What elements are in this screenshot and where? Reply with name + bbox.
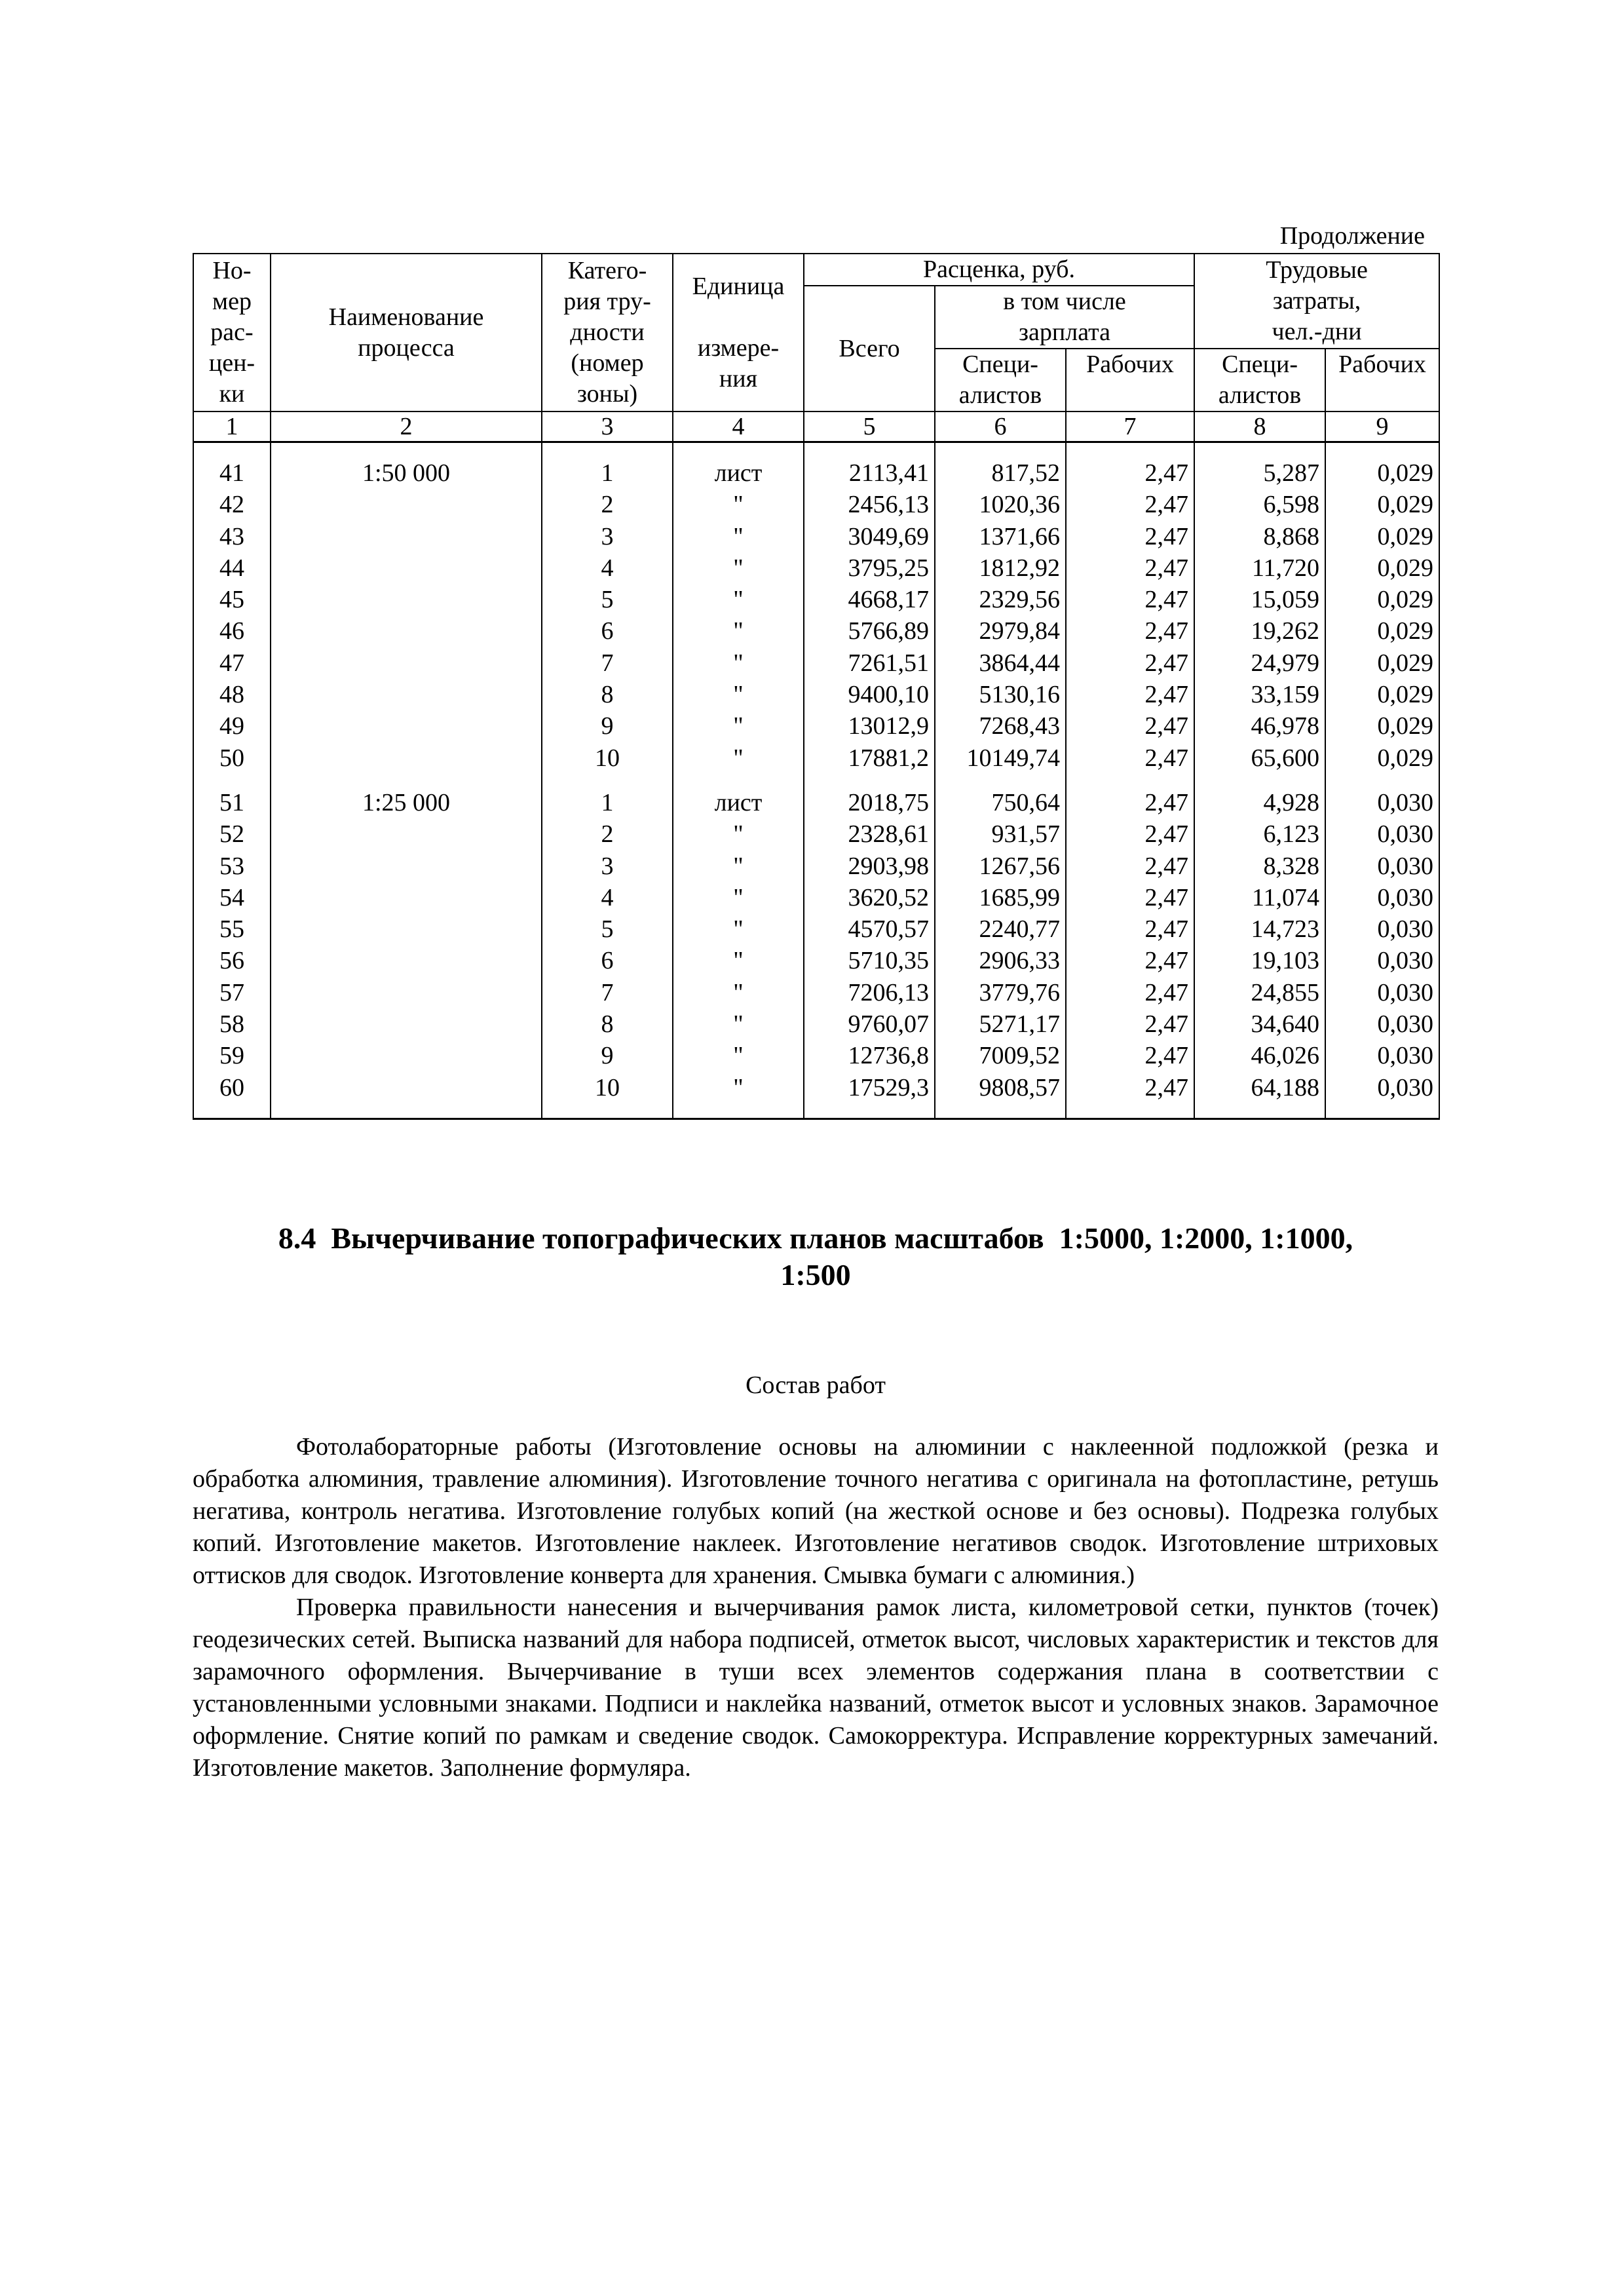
cell-process-name	[271, 584, 542, 615]
cell-specialists-salary: 5271,17	[935, 1008, 1066, 1040]
cell-labor-workers: 0,030	[1325, 1008, 1439, 1040]
cell-specialists-salary: 750,64	[935, 774, 1066, 818]
header-specialists-line2: алистов	[935, 380, 1066, 411]
column-number: 6	[935, 411, 1066, 442]
cell-labor-specialists: 8,868	[1194, 521, 1325, 552]
cell-labor-specialists: 46,026	[1194, 1040, 1325, 1071]
cell-workers-salary: 2,47	[1066, 818, 1194, 850]
cell-process-name	[271, 552, 542, 584]
table-row	[193, 647, 1439, 679]
cell-rate-number: 52	[193, 818, 271, 850]
cell-process-name	[271, 742, 542, 774]
cell-specialists-salary: 3779,76	[935, 977, 1066, 1008]
cell-specialists-salary: 1267,56	[935, 851, 1066, 882]
cell-category: 5	[542, 584, 673, 615]
cell-category: 9	[542, 710, 673, 742]
cell-specialists-salary: 1020,36	[935, 489, 1066, 520]
cell-rate-number: 54	[193, 882, 271, 913]
cell-workers-salary: 2,47	[1066, 584, 1194, 615]
cell-labor-workers: 0,029	[1325, 552, 1439, 584]
cell-unit: "	[673, 679, 804, 710]
cell-labor-workers: 0,030	[1325, 945, 1439, 976]
paragraph: Фотолабораторные работы (Изготовление основы на алюминии с наклеенной подложкой (резка и обработка алюминия, травление алюминия). Изготовление точного негатива с оригинала на фотопластине, ретушь негатива, контроль негатива. Изготовление голубых копий (на жесткой основе и без основы). Подрезка голубых копий. Изготовление макетов. Изготовление наклеек. Изготовление негативов сводок. Изготовление штриховых оттисков для сводок. Изготовление конверта для хранения. Смывка бумаги с алюминия.)	[193, 1433, 1439, 1589]
cell-workers-salary: 2,47	[1066, 615, 1194, 647]
cell-workers-salary: 2,47	[1066, 945, 1194, 976]
cell-labor-workers: 0,030	[1325, 1072, 1439, 1119]
cell-labor-workers: 0,029	[1325, 742, 1439, 774]
cell-rate-number: 49	[193, 710, 271, 742]
section-title-line2: 1:500	[780, 1258, 851, 1292]
cell-labor-specialists: 34,640	[1194, 1008, 1325, 1040]
cell-labor-specialists: 19,103	[1194, 945, 1325, 976]
cell-specialists-salary: 2329,56	[935, 584, 1066, 615]
cell-category: 10	[542, 742, 673, 774]
cell-rate-number: 56	[193, 945, 271, 976]
cell-labor-specialists: 24,979	[1194, 647, 1325, 679]
column-number: 9	[1325, 411, 1439, 442]
cell-specialists-salary: 1685,99	[935, 882, 1066, 913]
rates-table	[193, 253, 1440, 1120]
cell-process-name: 1:50 000	[271, 442, 542, 489]
cell-category: 3	[542, 521, 673, 552]
header-rate-group: Расценка, руб.	[804, 254, 1194, 286]
column-number: 3	[542, 411, 673, 442]
cell-rate-number: 59	[193, 1040, 271, 1071]
table-row	[193, 679, 1439, 710]
cell-workers-salary: 2,47	[1066, 1072, 1194, 1119]
cell-workers-salary: 2,47	[1066, 1008, 1194, 1040]
table-row	[193, 489, 1439, 520]
column-number: 8	[1194, 411, 1325, 442]
cell-process-name	[271, 945, 542, 976]
cell-specialists-salary: 10149,74	[935, 742, 1066, 774]
cell-process-name	[271, 489, 542, 520]
cell-total: 4668,17	[804, 584, 935, 615]
header-labor-workers: Рабочих	[1325, 349, 1439, 380]
cell-unit: "	[673, 489, 804, 520]
cell-total: 17529,3	[804, 1072, 935, 1119]
cell-unit: "	[673, 882, 804, 913]
cell-process-name	[271, 818, 542, 850]
cell-total: 2903,98	[804, 851, 935, 882]
table-row	[193, 584, 1439, 615]
column-number: 1	[193, 411, 271, 442]
cell-labor-workers: 0,030	[1325, 913, 1439, 945]
cell-process-name	[271, 1008, 542, 1040]
cell-total: 3620,52	[804, 882, 935, 913]
cell-labor-specialists: 6,123	[1194, 818, 1325, 850]
cell-rate-number: 50	[193, 742, 271, 774]
cell-category: 7	[542, 977, 673, 1008]
cell-unit: лист	[673, 774, 804, 818]
cell-process-name	[271, 710, 542, 742]
table-group-1-25000	[193, 774, 1439, 1119]
table-row	[193, 552, 1439, 584]
cell-total: 7206,13	[804, 977, 935, 1008]
cell-specialists-salary: 931,57	[935, 818, 1066, 850]
cell-total: 5710,35	[804, 945, 935, 976]
cell-total: 9400,10	[804, 679, 935, 710]
cell-category: 1	[542, 442, 673, 489]
table-row	[193, 742, 1439, 774]
cell-labor-specialists: 8,328	[1194, 851, 1325, 882]
cell-labor-workers: 0,030	[1325, 977, 1439, 1008]
cell-total: 2328,61	[804, 818, 935, 850]
cell-category: 8	[542, 1008, 673, 1040]
cell-unit: лист	[673, 442, 804, 489]
cell-total: 3795,25	[804, 552, 935, 584]
cell-category: 10	[542, 1072, 673, 1119]
cell-labor-specialists: 24,855	[1194, 977, 1325, 1008]
cell-unit: "	[673, 1008, 804, 1040]
cell-total: 2113,41	[804, 442, 935, 489]
table-row	[193, 774, 1439, 818]
cell-unit: "	[673, 615, 804, 647]
cell-rate-number: 51	[193, 774, 271, 818]
cell-labor-specialists: 65,600	[1194, 742, 1325, 774]
cell-rate-number: 42	[193, 489, 271, 520]
cell-specialists-salary: 7009,52	[935, 1040, 1066, 1071]
cell-specialists-salary: 817,52	[935, 442, 1066, 489]
cell-process-name	[271, 1040, 542, 1071]
cell-rate-number: 44	[193, 552, 271, 584]
cell-labor-workers: 0,029	[1325, 442, 1439, 489]
header-labor-specialists-line1: Специ-	[1194, 349, 1325, 380]
cell-labor-workers: 0,029	[1325, 710, 1439, 742]
table-row	[193, 1072, 1439, 1119]
cell-workers-salary: 2,47	[1066, 1040, 1194, 1071]
header-labor-specialists-line2: алистов	[1194, 380, 1325, 411]
cell-process-name	[271, 615, 542, 647]
cell-labor-workers: 0,030	[1325, 1040, 1439, 1071]
cell-workers-salary: 2,47	[1066, 647, 1194, 679]
section-subtitle: Состав работ	[746, 1371, 886, 1399]
header-incl-line1: в том числе	[935, 286, 1194, 317]
header-unit: Единица измере- ния	[673, 254, 804, 411]
table-row	[193, 851, 1439, 882]
cell-labor-specialists: 11,074	[1194, 882, 1325, 913]
cell-labor-workers: 0,029	[1325, 584, 1439, 615]
table-row	[193, 710, 1439, 742]
column-number: 5	[804, 411, 935, 442]
cell-unit: "	[673, 913, 804, 945]
cell-total: 2018,75	[804, 774, 935, 818]
cell-specialists-salary: 2979,84	[935, 615, 1066, 647]
cell-labor-workers: 0,029	[1325, 489, 1439, 520]
table-row	[193, 913, 1439, 945]
cell-specialists-salary: 3864,44	[935, 647, 1066, 679]
cell-labor-workers: 0,030	[1325, 851, 1439, 882]
cell-workers-salary: 2,47	[1066, 851, 1194, 882]
cell-labor-specialists: 4,928	[1194, 774, 1325, 818]
cell-unit: "	[673, 521, 804, 552]
cell-labor-specialists: 14,723	[1194, 913, 1325, 945]
cell-process-name	[271, 647, 542, 679]
cell-rate-number: 45	[193, 584, 271, 615]
cell-workers-salary: 2,47	[1066, 442, 1194, 489]
cell-workers-salary: 2,47	[1066, 977, 1194, 1008]
cell-workers-salary: 2,47	[1066, 489, 1194, 520]
cell-specialists-salary: 9808,57	[935, 1072, 1066, 1119]
cell-rate-number: 53	[193, 851, 271, 882]
cell-unit: "	[673, 742, 804, 774]
table-header	[193, 254, 1439, 442]
cell-labor-workers: 0,029	[1325, 679, 1439, 710]
cell-total: 12736,8	[804, 1040, 935, 1071]
cell-process-name	[271, 679, 542, 710]
cell-unit: "	[673, 584, 804, 615]
cell-process-name: 1:25 000	[271, 774, 542, 818]
cell-total: 9760,07	[804, 1008, 935, 1040]
cell-labor-workers: 0,029	[1325, 615, 1439, 647]
cell-labor-specialists: 19,262	[1194, 615, 1325, 647]
cell-category: 4	[542, 882, 673, 913]
cell-labor-workers: 0,030	[1325, 882, 1439, 913]
cell-category: 6	[542, 615, 673, 647]
header-workers: Рабочих	[1066, 349, 1194, 380]
paragraph: Проверка правильности нанесения и вычерчивания рамок листа, километровой сетки, пунктов (точек) геодезических сетей. Выписка названий для набора подписей, отметок высот, числовых характеристик и текстов для зарамочного оформления. Вычерчивание в туши всех элементов содержания плана в соответствии с установленными условными знаками. Подписи и наклейка названий, отметок высот и условных знаков. Зарамочное оформление. Снятие копий по рамкам и сведение сводок. Самокорректура. Исправление корректурных замечаний. Изготовление макетов. Заполнение формуляра.	[193, 1594, 1439, 1782]
cell-category: 7	[542, 647, 673, 679]
table-row	[193, 521, 1439, 552]
cell-unit: "	[673, 851, 804, 882]
cell-total: 5766,89	[804, 615, 935, 647]
header-rate-number: Но- мер рас- цен- ки	[193, 254, 271, 411]
header-total: Всего	[804, 286, 935, 411]
cell-unit: "	[673, 710, 804, 742]
cell-total: 13012,9	[804, 710, 935, 742]
header-incl-line2: зарплата	[935, 317, 1194, 349]
cell-unit: "	[673, 977, 804, 1008]
cell-specialists-salary: 1371,66	[935, 521, 1066, 552]
cell-workers-salary: 2,47	[1066, 913, 1194, 945]
cell-workers-salary: 2,47	[1066, 710, 1194, 742]
column-numbers-row	[193, 411, 1439, 442]
cell-labor-specialists: 46,978	[1194, 710, 1325, 742]
cell-process-name	[271, 977, 542, 1008]
table-row	[193, 977, 1439, 1008]
cell-labor-specialists: 5,287	[1194, 442, 1325, 489]
cell-labor-specialists: 33,159	[1194, 679, 1325, 710]
cell-rate-number: 43	[193, 521, 271, 552]
header-labor-group: Трудовые затраты, чел.-дни	[1194, 254, 1439, 349]
cell-total: 17881,2	[804, 742, 935, 774]
cell-unit: "	[673, 552, 804, 584]
section-title-line1: 8.4 Вычерчивание топографических планов масштабов 1:5000, 1:2000, 1:1000,	[278, 1221, 1353, 1255]
continuation-label: Продолжение	[1279, 222, 1425, 250]
header-process-name: Наименование процесса	[271, 254, 542, 411]
header-labor-workers-cont	[1325, 380, 1439, 411]
cell-process-name	[271, 521, 542, 552]
cell-specialists-salary: 2240,77	[935, 913, 1066, 945]
header-difficulty-category: Катего- рия тру- дности (номер зоны)	[542, 254, 673, 411]
cell-rate-number: 47	[193, 647, 271, 679]
cell-workers-salary: 2,47	[1066, 742, 1194, 774]
cell-category: 6	[542, 945, 673, 976]
cell-workers-salary: 2,47	[1066, 521, 1194, 552]
cell-unit: "	[673, 647, 804, 679]
section-title	[193, 1220, 1439, 1293]
cell-category: 2	[542, 489, 673, 520]
cell-labor-specialists: 64,188	[1194, 1072, 1325, 1119]
cell-rate-number: 58	[193, 1008, 271, 1040]
cell-total: 7261,51	[804, 647, 935, 679]
cell-process-name	[271, 913, 542, 945]
cell-total: 4570,57	[804, 913, 935, 945]
cell-workers-salary: 2,47	[1066, 552, 1194, 584]
cell-unit: "	[673, 1040, 804, 1071]
cell-process-name	[271, 882, 542, 913]
cell-workers-salary: 2,47	[1066, 679, 1194, 710]
header-specialists-line1: Специ-	[935, 349, 1066, 380]
cell-rate-number: 48	[193, 679, 271, 710]
table-row	[193, 1008, 1439, 1040]
cell-specialists-salary: 7268,43	[935, 710, 1066, 742]
cell-labor-workers: 0,029	[1325, 521, 1439, 552]
cell-category: 8	[542, 679, 673, 710]
cell-process-name	[271, 851, 542, 882]
cell-rate-number: 55	[193, 913, 271, 945]
cell-rate-number: 46	[193, 615, 271, 647]
column-number: 2	[271, 411, 542, 442]
table-row	[193, 818, 1439, 850]
cell-unit: "	[673, 945, 804, 976]
cell-workers-salary: 2,47	[1066, 882, 1194, 913]
cell-rate-number: 57	[193, 977, 271, 1008]
table-row	[193, 882, 1439, 913]
cell-unit: "	[673, 818, 804, 850]
cell-labor-workers: 0,030	[1325, 818, 1439, 850]
cell-labor-workers: 0,030	[1325, 774, 1439, 818]
table-row	[193, 442, 1439, 489]
cell-total: 2456,13	[804, 489, 935, 520]
column-number: 7	[1066, 411, 1194, 442]
cell-category: 3	[542, 851, 673, 882]
cell-category: 9	[542, 1040, 673, 1071]
cell-labor-specialists: 15,059	[1194, 584, 1325, 615]
table-row	[193, 945, 1439, 976]
column-number: 4	[673, 411, 804, 442]
cell-specialists-salary: 1812,92	[935, 552, 1066, 584]
cell-labor-specialists: 11,720	[1194, 552, 1325, 584]
cell-category: 4	[542, 552, 673, 584]
cell-rate-number: 41	[193, 442, 271, 489]
cell-workers-salary: 2,47	[1066, 774, 1194, 818]
cell-category: 5	[542, 913, 673, 945]
cell-specialists-salary: 2906,33	[935, 945, 1066, 976]
cell-category: 1	[542, 774, 673, 818]
header-workers-cont	[1066, 380, 1194, 411]
cell-labor-workers: 0,029	[1325, 647, 1439, 679]
table-group-1-50000	[193, 442, 1439, 774]
table-row	[193, 615, 1439, 647]
table-row	[193, 1040, 1439, 1071]
cell-process-name	[271, 1072, 542, 1119]
cell-rate-number: 60	[193, 1072, 271, 1119]
cell-total: 3049,69	[804, 521, 935, 552]
cell-labor-specialists: 6,598	[1194, 489, 1325, 520]
section-body	[193, 1431, 1439, 1784]
cell-unit: "	[673, 1072, 804, 1119]
cell-category: 2	[542, 818, 673, 850]
cell-specialists-salary: 5130,16	[935, 679, 1066, 710]
